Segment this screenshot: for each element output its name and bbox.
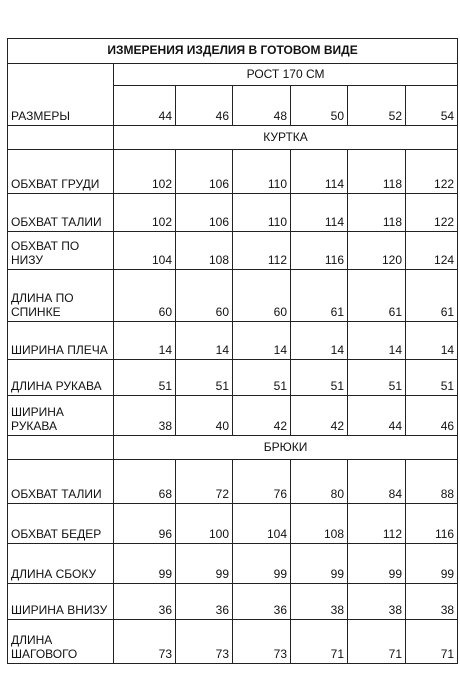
row-label: ШИРИНА ПЛЕЧА: [8, 322, 114, 360]
value-cell: 60: [114, 270, 176, 322]
value-cell: 36: [176, 584, 233, 620]
row-label: ДЛИНА СБОКУ: [8, 544, 114, 584]
value-cell: 60: [176, 270, 233, 322]
value-cell: 14: [406, 322, 458, 360]
value-cell: 61: [291, 270, 348, 322]
value-cell: 99: [176, 544, 233, 584]
row-label: ОБХВАТ ГРУДИ: [8, 150, 114, 194]
row-label: ОБХВАТ ТАЛИИ: [8, 194, 114, 232]
value-cell: 68: [114, 460, 176, 504]
value-cell: 71: [406, 620, 458, 664]
value-cell: 42: [291, 396, 348, 436]
value-cell: 120: [348, 232, 406, 270]
table-row: [8, 544, 458, 584]
value-cell: 102: [114, 150, 176, 194]
value-cell: 84: [348, 460, 406, 504]
value-cell: 114: [291, 194, 348, 232]
value-cell: 118: [348, 150, 406, 194]
table-row: [8, 460, 458, 504]
value-cell: 112: [348, 504, 406, 544]
value-cell: 122: [406, 150, 458, 194]
value-cell: 76: [233, 460, 291, 504]
value-cell: 99: [348, 544, 406, 584]
table-row: [8, 620, 458, 664]
value-cell: 104: [233, 504, 291, 544]
value-cell: 40: [176, 396, 233, 436]
size-cell: 44: [114, 86, 176, 126]
value-cell: 102: [114, 194, 176, 232]
value-cell: 116: [291, 232, 348, 270]
value-cell: 51: [176, 360, 233, 396]
table-row: [8, 194, 458, 232]
value-cell: 73: [233, 620, 291, 664]
value-cell: 46: [406, 396, 458, 436]
value-cell: 51: [233, 360, 291, 396]
value-cell: 14: [348, 322, 406, 360]
value-cell: 114: [291, 150, 348, 194]
value-cell: 99: [406, 544, 458, 584]
row-label: ДЛИНА ШАГОВОГО: [8, 620, 114, 664]
blank-cell: [8, 126, 114, 150]
value-cell: 36: [114, 584, 176, 620]
value-cell: 99: [291, 544, 348, 584]
value-cell: 108: [291, 504, 348, 544]
value-cell: 71: [348, 620, 406, 664]
value-cell: 108: [176, 232, 233, 270]
table-row: [8, 360, 458, 396]
value-cell: 60: [233, 270, 291, 322]
value-cell: 116: [406, 504, 458, 544]
blank-cell: [8, 436, 114, 460]
value-cell: 14: [114, 322, 176, 360]
row-label: ШИРИНА РУКАВА: [8, 396, 114, 436]
row-label: ДЛИНА РУКАВА: [8, 360, 114, 396]
value-cell: 14: [233, 322, 291, 360]
value-cell: 44: [348, 396, 406, 436]
value-cell: 110: [233, 150, 291, 194]
jacket-section-row: [8, 126, 458, 150]
value-cell: 73: [114, 620, 176, 664]
table-title: ИЗМЕРЕНИЯ ИЗДЕЛИЯ В ГОТОВОМ ВИДЕ: [8, 39, 458, 64]
value-cell: 104: [114, 232, 176, 270]
table-row: [8, 396, 458, 436]
trousers-section-row: [8, 436, 458, 460]
value-cell: 99: [233, 544, 291, 584]
size-cell: 52: [348, 86, 406, 126]
value-cell: 14: [291, 322, 348, 360]
measurements-table: [7, 38, 458, 664]
value-cell: 38: [291, 584, 348, 620]
value-cell: 106: [176, 150, 233, 194]
value-cell: 88: [406, 460, 458, 504]
value-cell: 122: [406, 194, 458, 232]
table-row: [8, 232, 458, 270]
trousers-heading: БРЮКИ: [114, 436, 458, 460]
value-cell: 124: [406, 232, 458, 270]
table-row: [8, 584, 458, 620]
value-cell: 61: [406, 270, 458, 322]
value-cell: 51: [348, 360, 406, 396]
size-cell: 54: [406, 86, 458, 126]
row-label: ОБХВАТ ПО НИЗУ: [8, 232, 114, 270]
value-cell: 106: [176, 194, 233, 232]
height-label: РОСТ 170 СМ: [114, 64, 458, 86]
value-cell: 38: [348, 584, 406, 620]
value-cell: 51: [291, 360, 348, 396]
row-label: ДЛИНА ПО СПИНКЕ: [8, 270, 114, 322]
table-row: [8, 322, 458, 360]
value-cell: 51: [114, 360, 176, 396]
value-cell: 61: [348, 270, 406, 322]
size-cell: 48: [233, 86, 291, 126]
value-cell: 110: [233, 194, 291, 232]
table-row: [8, 504, 458, 544]
value-cell: 38: [114, 396, 176, 436]
table-row: [8, 270, 458, 322]
value-cell: 73: [176, 620, 233, 664]
row-label: ОБХВАТ ТАЛИИ: [8, 460, 114, 504]
value-cell: 118: [348, 194, 406, 232]
value-cell: 38: [406, 584, 458, 620]
value-cell: 14: [176, 322, 233, 360]
size-cell: 46: [176, 86, 233, 126]
value-cell: 51: [406, 360, 458, 396]
value-cell: 112: [233, 232, 291, 270]
table-row: [8, 150, 458, 194]
size-cell: 50: [291, 86, 348, 126]
sizes-label: РАЗМЕРЫ: [8, 64, 114, 126]
value-cell: 99: [114, 544, 176, 584]
value-cell: 72: [176, 460, 233, 504]
value-cell: 96: [114, 504, 176, 544]
row-label: ОБХВАТ БЕДЕР: [8, 504, 114, 544]
row-label: ШИРИНА ВНИЗУ: [8, 584, 114, 620]
value-cell: 42: [233, 396, 291, 436]
value-cell: 71: [291, 620, 348, 664]
jacket-heading: КУРТКА: [114, 126, 458, 150]
value-cell: 80: [291, 460, 348, 504]
value-cell: 36: [233, 584, 291, 620]
value-cell: 100: [176, 504, 233, 544]
